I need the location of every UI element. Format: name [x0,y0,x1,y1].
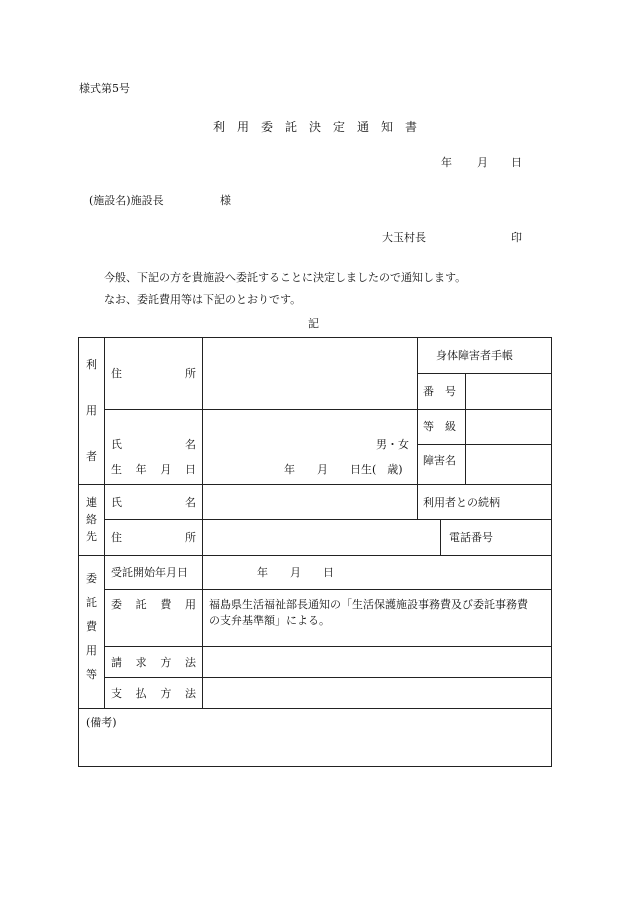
date-month: 月 [477,156,488,169]
fee-label [111,599,196,610]
name-label-char: 名 [185,438,196,451]
addressee: (施設名)施設長 [89,194,164,207]
fee-value-line-1: 福島県生活福祉部長通知の「生活保護施設事務費及び委託事務費 [209,598,528,611]
contact-address-label-char: 所 [185,531,196,544]
contact-address-label-char: 住 [111,531,122,544]
fee-section-label-3: 費 [86,620,97,633]
handbook-grade-label: 等 級 [423,420,456,433]
page-title: 利 用 委 託 決 定 通 知 書 [213,120,418,134]
billing-label-char: 求 [135,656,147,669]
contact-address-label [111,532,196,543]
contact-name-label [111,497,196,508]
start-date-value: 年 月 日 [257,566,334,579]
seal-mark: 印 [511,231,522,244]
disability-handbook-label: 身体障害者手帳 [436,349,513,362]
fee-value-line-2: の支弁基準額」による。 [209,614,330,627]
user-section-label-1: 利 [86,358,97,371]
fee-label-char: 委 [111,598,122,611]
name-label [111,439,196,450]
body-line-1: 今般、下記の方を貴施設へ委託することに決定しましたので通知します。 [104,271,467,284]
billing-label-char: 方 [160,656,172,669]
fee-label-char: 用 [184,598,196,611]
contact-name-label-char: 氏 [111,496,122,509]
date-day: 日 [511,156,522,169]
ki-heading: 記 [308,317,319,330]
payment-label-char: 支 [111,687,122,700]
disability-name-label: 障害名 [423,454,456,467]
handbook-number-label: 番 号 [423,385,456,398]
payment-label-char: 法 [184,687,196,700]
remarks-label: (備考) [86,716,117,729]
name-label-char: 氏 [111,438,122,451]
issuer: 大玉村長 [382,231,426,244]
start-date-label: 受託開始年月日 [111,566,188,579]
contact-section-label-2: 絡 [86,513,97,526]
fee-section-label-5: 等 [86,668,97,681]
fee-section-label-1: 委 [86,572,97,585]
address-label-char: 所 [185,367,196,380]
body-line-2: なお、委託費用等は下記のとおりです。 [104,293,302,306]
billing-label-char: 法 [184,656,196,669]
address-label [111,368,196,379]
addressee-honorific: 様 [220,194,231,207]
contact-section-label-3: 先 [86,530,97,543]
payment-method-label [111,688,196,699]
dob-label-char: 日 [184,463,196,476]
dob-label-char: 月 [160,463,172,476]
fee-section-label-2: 託 [86,596,97,609]
date-year: 年 [441,156,452,169]
dob-label-char: 生 [111,463,122,476]
relationship-label: 利用者との続柄 [423,496,500,509]
user-section-label-2: 用 [86,404,97,417]
address-label-char: 住 [111,367,122,380]
payment-label-char: 払 [135,687,147,700]
user-section-label-3: 者 [86,450,97,463]
payment-label-char: 方 [160,687,172,700]
billing-label-char: 請 [111,656,122,669]
phone-label: 電話番号 [449,531,493,544]
fee-section-label-4: 用 [86,644,97,657]
contact-section-label-1: 連 [86,496,97,509]
contact-name-label-char: 名 [185,496,196,509]
dob-value: 年 月 日生( 歳) [284,463,403,476]
gender-option: 男・女 [376,438,409,451]
fee-label-char: 費 [160,598,172,611]
fee-label-char: 託 [135,598,147,611]
dob-label [111,464,196,475]
dob-label-char: 年 [135,463,147,476]
billing-method-label [111,657,196,668]
form-number: 様式第5号 [79,82,130,95]
